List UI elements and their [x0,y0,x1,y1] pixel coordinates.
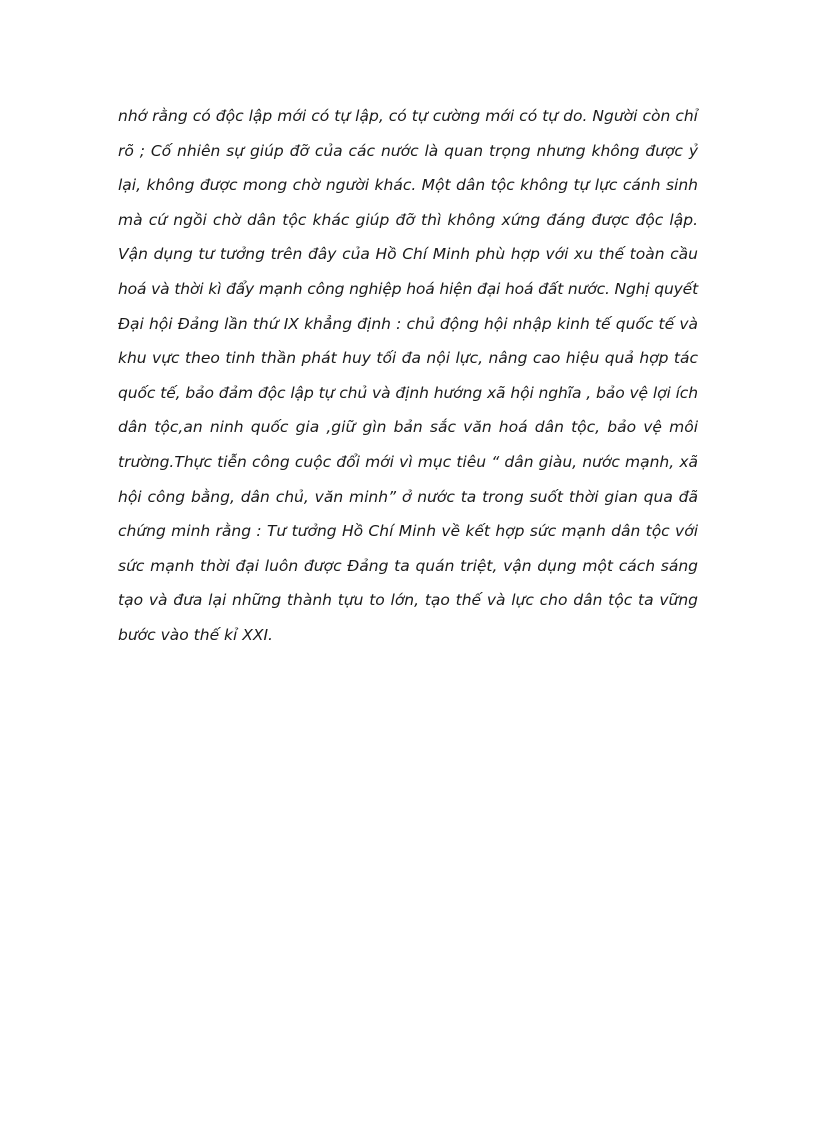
text-line: sức mạnh thời đại luôn được Đảng ta quán triệt, vận dụng một cách sáng [118,556,698,575]
text-line: hội công bằng, dân chủ, văn minh” ở nước ta trong suốt thời gian qua đã [118,487,698,506]
text-line: quốc tế, bảo đảm độc lập tự chủ và định hướng xã hội nghĩa , bảo vệ lợi ích [118,383,698,402]
text-line: tạo và đưa lại những thành tựu to lớn, tạo thế và lực cho dân tộc ta vững [118,591,698,610]
text-line: chứng minh rằng : Tư tưởng Hồ Chí Minh về kết hợp sức mạnh dân tộc với [118,522,698,541]
text-line: khu vực theo tinh thần phát huy tối đa nội lực, nâng cao hiệu quả hợp tác [118,349,698,368]
text-line: hoá và thời kì đẩy mạnh công nghiệp hoá hiện đại hoá đất nước. Nghị quyết [118,279,698,298]
text-line: bước vào thế kỉ XXI. [118,625,273,644]
text-line: mà cứ ngồi chờ dân tộc khác giúp đỡ thì không xứng đáng được độc lập. [118,210,698,229]
text-line: Vận dụng tư tưởng trên đây của Hồ Chí Minh phù hợp với xu thế toàn cầu [118,245,698,264]
text-line: rõ ; Cố nhiên sự giúp đỡ của các nước là quan trọng nhưng không được ỷ [118,141,698,160]
text-line: dân tộc,an ninh quốc gia ,giữ gìn bản sắc văn hoá dân tộc, bảo vệ môi [118,418,698,437]
text-line: Đại hội Đảng lần thứ IX khẳng định : chủ động hội nhập kinh tế quốc tế và [118,314,698,333]
text-line: nhớ rằng có độc lập mới có tự lập, có tự cường mới có tự do. Người còn chỉ [118,107,698,125]
text-line: trường.Thực tiễn công cuộc đổi mới vì mục tiêu “ dân giàu, nước mạnh, xã [118,452,698,471]
text-line: lại, không được mong chờ người khác. Một dân tộc không tự lực cánh sinh [118,176,698,195]
body-paragraph [118,99,698,653]
